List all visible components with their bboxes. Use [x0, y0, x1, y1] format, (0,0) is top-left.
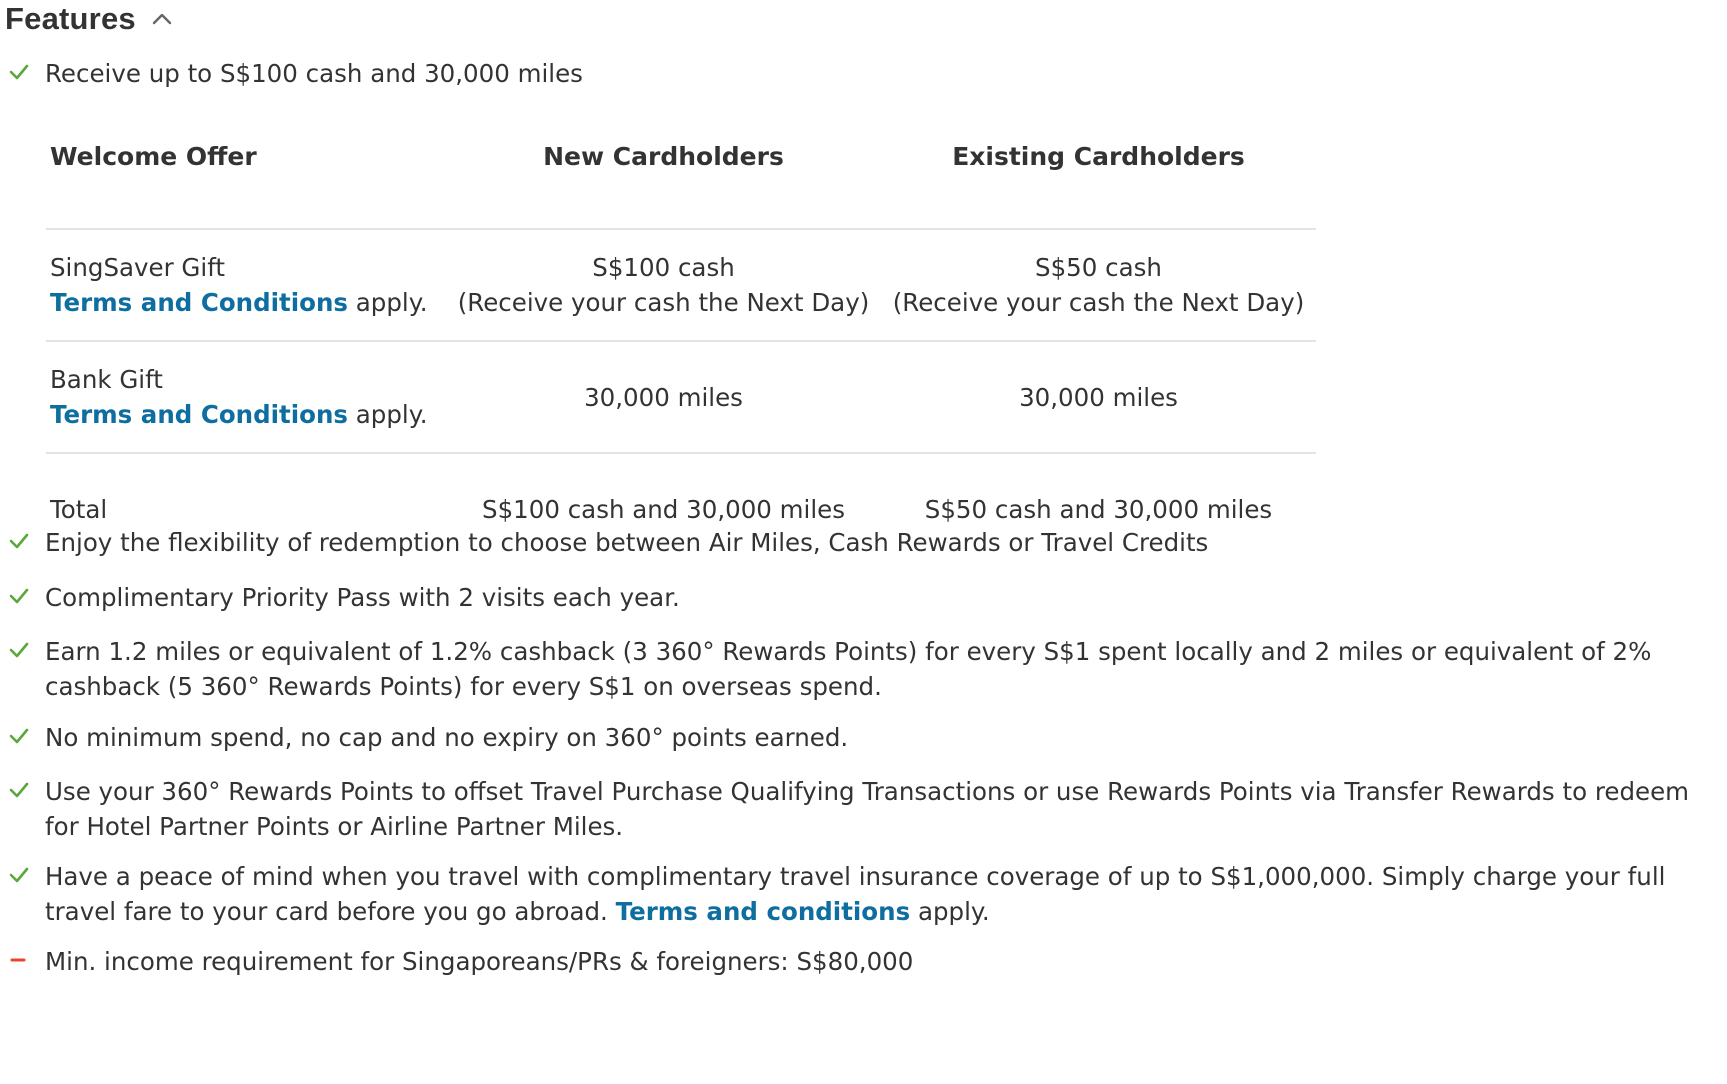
feature-item — [8, 580, 1725, 615]
check-icon — [8, 779, 30, 801]
feature-item — [8, 859, 1725, 929]
row-label: SingSaver Gift — [50, 253, 226, 282]
feature-text: Enjoy the flexibility of redemption to choose between Air Miles, Cash Rewards or Travel Credits — [45, 528, 1209, 557]
feature-item — [8, 634, 1725, 704]
terms-link[interactable]: Terms and conditions — [615, 897, 911, 926]
header-existing-cardholders: Existing Cardholders — [952, 142, 1245, 171]
check-icon — [8, 639, 30, 661]
feature-item — [8, 720, 1725, 755]
row-label: Total — [50, 494, 108, 524]
check-icon — [8, 864, 30, 886]
feature-item — [8, 774, 1725, 844]
existing-cardholder-value: S$50 cash — [1035, 253, 1162, 282]
terms-link[interactable]: Terms and Conditions — [50, 288, 348, 317]
terms-link[interactable]: Terms and Conditions — [50, 400, 348, 429]
welcome-offer-table — [46, 120, 1316, 564]
new-cardholder-note: (Receive your cash the Next Day) — [457, 288, 870, 317]
feature-text: Complimentary Priority Pass with 2 visits each year. — [45, 583, 680, 612]
check-icon — [8, 61, 30, 83]
feature-text: Earn 1.2 miles or equivalent of 1.2% cashback (3 360° Rewards Points) for every S$1 spent locally and 2 miles or equivalent of 2% cashback (5 360° Rewards Points) for every S$1 on overseas spend. — [45, 637, 1652, 701]
check-icon — [8, 725, 30, 747]
minus-icon — [8, 949, 30, 971]
feature-item — [8, 525, 1725, 560]
check-icon — [8, 530, 30, 552]
existing-cardholder-total: S$50 cash and 30,000 miles — [924, 494, 1273, 524]
feature-text: Use your 360° Rewards Points to offset Travel Purchase Qualifying Transactions or use Rewards Points via Transfer Rewards to redeem for Hotel Partner Points or Airline Partner Miles. — [45, 777, 1690, 841]
existing-cardholder-value: 30,000 miles — [1019, 382, 1178, 412]
table-row — [46, 342, 1316, 454]
feature-text: Min. income requirement for Singaporeans/PRs & foreigners: S$80,000 — [45, 947, 914, 976]
features-section-toggle[interactable] — [5, 0, 174, 38]
feature-item — [8, 56, 1725, 91]
existing-cardholder-note: (Receive your cash the Next Day) — [892, 288, 1305, 317]
apply-text: apply. — [348, 400, 428, 429]
row-label: Bank Gift — [50, 365, 163, 394]
feature-text: Have a peace of mind when you travel with complimentary travel insurance coverage of up to S$1,000,000. Simply charge your full travel fare to your card before you go abroad. — [45, 862, 1666, 926]
new-cardholder-value: S$100 cash — [592, 253, 735, 282]
table-header-row — [46, 120, 1316, 230]
header-welcome-offer: Welcome Offer — [50, 142, 257, 171]
header-new-cardholders: New Cardholders — [543, 142, 784, 171]
table-row — [46, 230, 1316, 342]
feature-text: Receive up to S$100 cash and 30,000 miles — [45, 59, 583, 88]
new-cardholder-value: 30,000 miles — [584, 382, 743, 412]
apply-text: apply. — [348, 288, 428, 317]
new-cardholder-total: S$100 cash and 30,000 miles — [482, 494, 845, 524]
chevron-up-icon[interactable] — [150, 7, 174, 31]
feature-item — [8, 944, 1725, 979]
feature-text: No minimum spend, no cap and no expiry on 360° points earned. — [45, 723, 849, 752]
check-icon — [8, 585, 30, 607]
apply-text: apply. — [910, 897, 990, 926]
section-title: Features — [5, 1, 136, 36]
